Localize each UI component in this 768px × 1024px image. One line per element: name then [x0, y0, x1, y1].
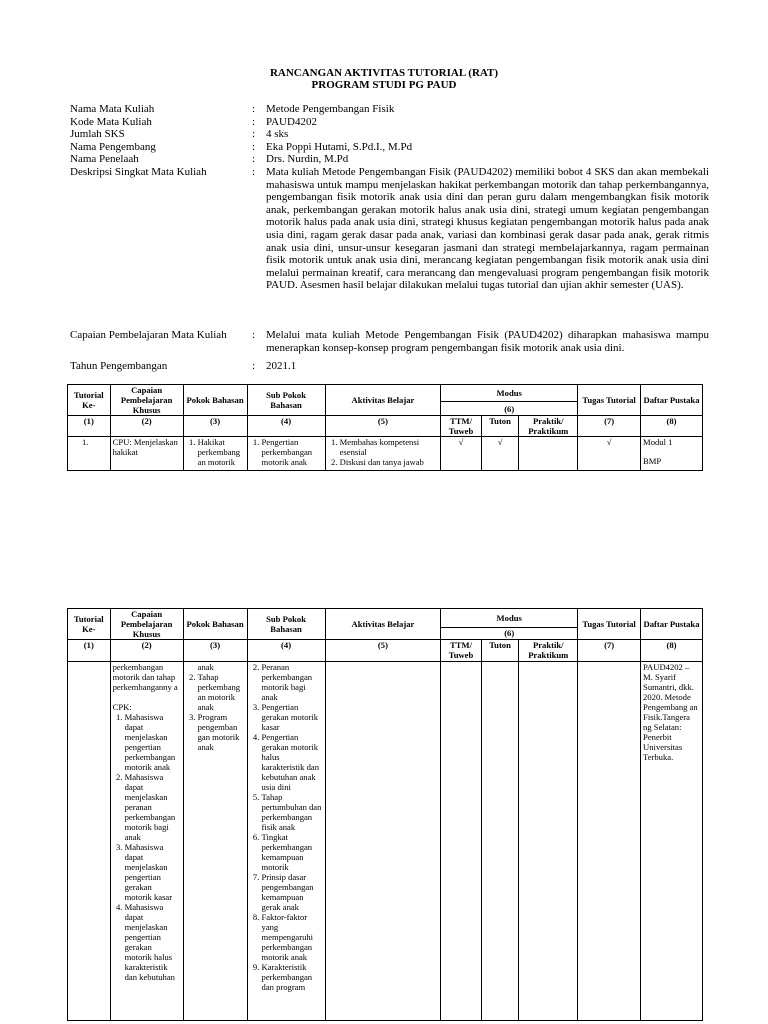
num-8: (8): [641, 416, 703, 437]
table-row: [68, 662, 703, 1021]
th-modus-num: (6): [441, 402, 578, 416]
th-tuton: Tuton: [481, 416, 519, 437]
num-7: (7): [578, 416, 641, 437]
num-2: (2): [110, 416, 183, 437]
cell-pokok: 1. Hakikat perkembang an motorik: [183, 437, 247, 471]
cell-tutorial: [68, 662, 111, 1021]
num-3: (3): [183, 416, 247, 437]
th-pustaka: Daftar Pustaka: [641, 385, 703, 416]
cell-subpokok: 2. Peranan perkembangan motorik bagi anak 3. Pengertian gerakan motorik kasar 4. Pengertian gerakan motorik halus karakteristik dan kebutuhan anak usia dini 5. Tahap pertumbuhan dan perkembangan fisik anak 6. Tingkat perkembangan kemampuan motorik 7. Prinsip dasar pengembangan kemampuan gerak anak 8. Faktor-faktor yang mempengaruhi perkembangan motorik anak 9. Karakteristik perkembangan dan program: [247, 662, 325, 1021]
num-8: (8): [641, 640, 703, 662]
num-5: (5): [325, 640, 441, 662]
cell-pustaka: PAUD4202 – M. Syarif Sumantri, dkk. 2020. Metode Pengembang an Fisik.Tangera ng Selatan: Penerbit Universitas Terbuka.: [641, 662, 703, 1021]
th-aktivitas: Aktivitas Belajar: [325, 609, 441, 640]
cell-aktivitas: [325, 662, 441, 1021]
cell-aktivitas: 1. Membahas kompetensi esensial 2. Diskusi dan tanya jawab: [325, 437, 441, 471]
th-subpokok: Sub Pokok Bahasan: [247, 609, 325, 640]
cell-tutorial: 1.: [68, 437, 111, 471]
cell-capaian: perkembangan motorik dan tahap perkembanganny a CPK: 1. Mahasiswa dapat menjelaskan pengertian perkembangan motorik anak 2. Mahasiswa dapat menjelaskan peranan perkembangan motorik bagi anak 3. Mahasiswa dapat menjelaskan pengertian gerakan motorik kasar 4. Mahasiswa dapat menjelaskan pengertian gerakan motorik halus karakteristik dan kebutuhan: [110, 662, 183, 1021]
num-4: (4): [247, 416, 325, 437]
th-tugas: Tugas Tutorial: [578, 385, 641, 416]
cell-pustaka: Modul 1 BMP: [641, 437, 703, 471]
th-subpokok: Sub Pokok Bahasan: [247, 385, 325, 416]
num-2: (2): [110, 640, 183, 662]
cell-tuton: √: [481, 437, 519, 471]
rat-table-1: [67, 384, 703, 471]
rat-table-2: [67, 608, 703, 1021]
th-modus: Modus: [441, 609, 578, 628]
th-pokok: Pokok Bahasan: [183, 385, 247, 416]
cell-tugas: [578, 662, 641, 1021]
capaian-text: Melalui mata kuliah Metode Pengembangan Fisik (PAUD4202) diharapkan mahasiswa mampu menerapkan konsep-konsep program pengembangan fisik motorik anak usia dini.: [266, 329, 709, 354]
cell-tugas: √: [578, 437, 641, 471]
num-7: (7): [578, 640, 641, 662]
document-title: RANCANGAN AKTIVITAS TUTORIAL (RAT): [269, 67, 499, 79]
th-aktivitas: Aktivitas Belajar: [325, 385, 441, 416]
table-row: [68, 437, 703, 471]
th-ttm: TTM/ Tuweb: [441, 416, 482, 437]
num-4: (4): [247, 640, 325, 662]
th-pustaka: Daftar Pustaka: [641, 609, 703, 640]
cell-subpokok: 1. Pengertian perkembangan motorik anak: [247, 437, 325, 471]
cell-tuton: [481, 662, 519, 1021]
cell-praktik: [519, 662, 578, 1021]
th-modus: Modus: [441, 385, 578, 402]
cell-ttm: [441, 662, 482, 1021]
th-capaian: Capaian Pembelajaran Khusus: [110, 385, 183, 416]
num-1: (1): [68, 416, 111, 437]
th-modus-num: (6): [441, 627, 578, 639]
cell-pokok: anak 2. Tahap perkembang an motorik anak 3. Program pengemban gan motorik anak: [183, 662, 247, 1021]
th-tuton: Tuton: [481, 640, 519, 662]
document-subtitle: PROGRAM STUDI PG PAUD: [311, 79, 457, 91]
cell-praktik: [519, 437, 578, 471]
th-praktik: Praktik/ Praktikum: [519, 640, 578, 662]
th-pokok: Pokok Bahasan: [183, 609, 247, 640]
th-praktik: Praktik/ Praktikum: [519, 416, 578, 437]
num-1: (1): [68, 640, 111, 662]
th-tutorial: Tutorial Ke-: [68, 385, 111, 416]
num-5: (5): [325, 416, 441, 437]
deskripsi-text: Mata kuliah Metode Pengembangan Fisik (PAUD4202) memiliki bobot 4 SKS dan akan membekali mahasiswa untuk mampu menjelaskan hakikat perkembangan motorik dan tahap perkembangannya, pengembangan fisik motorik anak usia dini dan peran guru dalam mengembangkan fisik motorik anak, perkembangan gerakan motorik halus anak usia dini, strategi umum kegiatan pengembangan motorik halus pada anak usia dini, strategi khusus kegiatan pengembangan motorik halus pada anak usia dini, ragam gerak dasar pada anak, variasi dan kombinasi gerak dasar pada anak, gerak ritmis anak usia dini, unsur-unsur kesegaran jasmani dan strategi membelajarkannya, ragam permainan fisik motorik untuk anak usia dini, merancang kegiatan pengembangan fisik motorik anak usia dini melalui permainan kreatif, cara merancang dan mengevaluasi program pengembangan fisik motorik PAUD. Asesmen hasil belajar dilakukan melalui tugas tutorial dan ujian akhir semester (UAS).: [266, 166, 709, 292]
cell-ttm: √: [441, 437, 482, 471]
num-3: (3): [183, 640, 247, 662]
th-ttm: TTM/ Tuweb: [441, 640, 482, 662]
th-capaian: Capaian Pembelajaran Khusus: [110, 609, 183, 640]
cell-capaian: CPU: Menjelaskan hakikat: [110, 437, 183, 471]
th-tutorial: Tutorial Ke-: [68, 609, 111, 640]
th-tugas: Tugas Tutorial: [578, 609, 641, 640]
